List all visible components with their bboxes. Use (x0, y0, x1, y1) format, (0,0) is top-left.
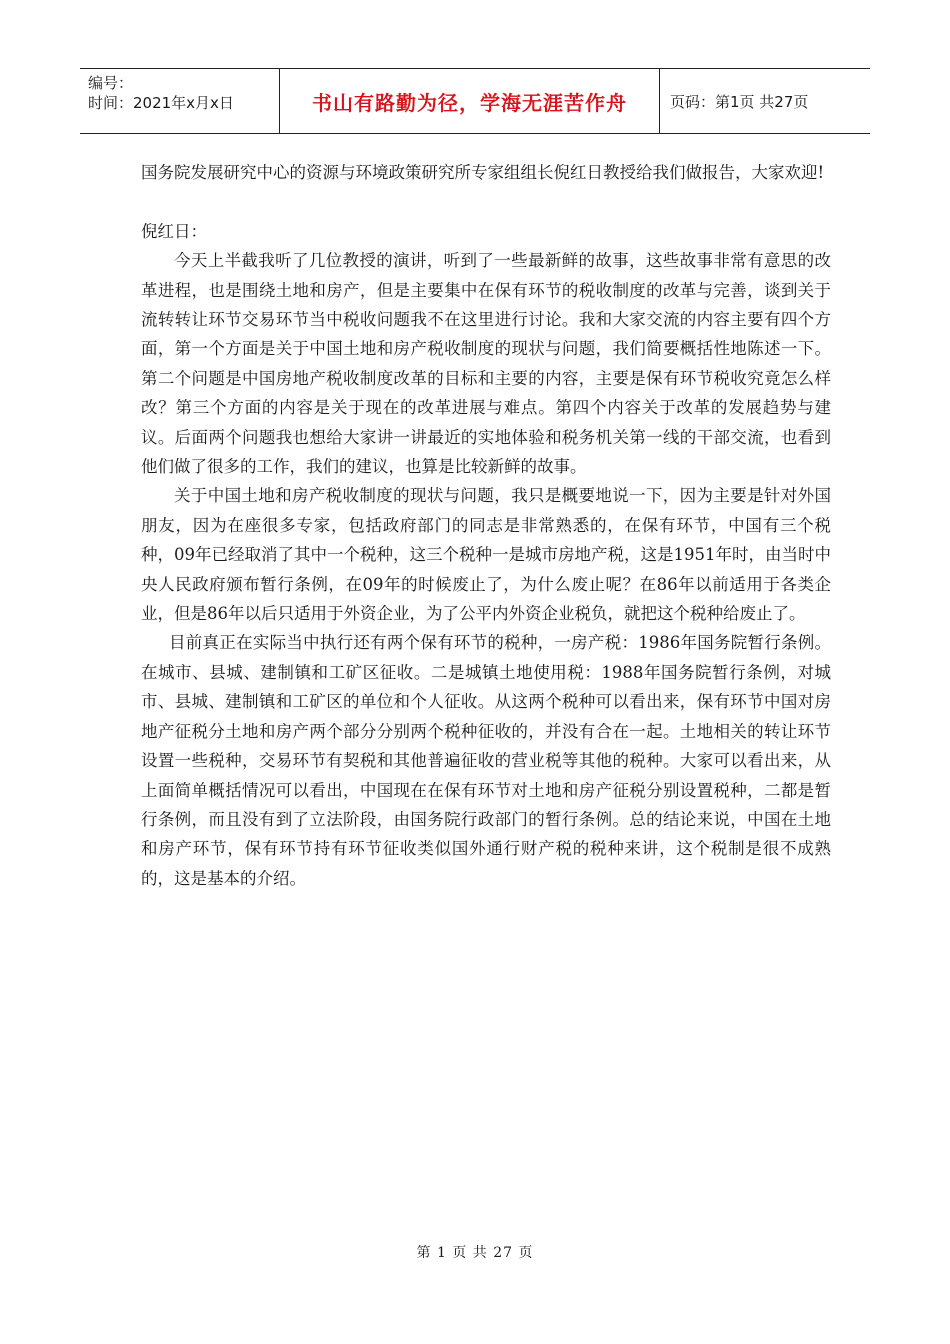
document-header (80, 68, 870, 134)
document-body (141, 158, 831, 893)
speaker-label: 倪红日： (141, 221, 207, 241)
body-paragraph: 关于中国土地和房产税收制度的现状与问题，我只是概要地说一下，因为主要是针对外国朋友，因为在座很多专家，包括政府部门的同志是非常熟悉的，在保有环节，中国有三个税种，09年已经取消了其中一个税种，这三个税种一是城市房地产税，这是1951年时，由当时中央人民政府颁布暂行条例，在09年的时候废止了，为什么废止呢？在86年以前适用于各类企业，但是86年以后只适用于外资企业，为了公平内外资企业税负，就把这个税种给废止了。 (141, 486, 831, 624)
header-meta (80, 69, 280, 133)
intro-paragraph: 国务院发展研究中心的资源与环境政策研究所专家组组长倪红日教授给我们做报告，大家欢迎! (141, 163, 825, 182)
body-paragraph: 目前真正在实际当中执行还有两个保有环节的税种，一房产税：1986年国务院暂行条例。在城市、县城、建制镇和工矿区征收。二是城镇土地使用税：1988年国务院暂行条例，对城市、县城、建制镇和工矿区的单位和个人征收。从这两个税种可以看出来，保有环节中国对房地产征税分土地和房产两个部分分别两个税种征收的，并没有合在一起。土地相关的转让环节设置一些税种，交易环节有契税和其他普遍征收的营业税等其他的税种。大家可以看出来，从上面简单概括情况可以看出，中国现在在保有环节对土地和房产征税分别设置税种，二都是暂行条例，而且没有到了立法阶段，由国务院行政部门的暂行条例。总的结论来说，中国在土地和房产环节，保有环节持有环节征收类似国外通行财产税的税种来讲，这个税制是很不成熟的，这是基本的介绍。 (141, 633, 831, 888)
document-date: 时间：2021年x月x日 (88, 94, 234, 112)
document-number-label: 编号： (88, 74, 134, 92)
header-page-info: 页码：第1页 共27页 (670, 92, 809, 111)
header-motto: 书山有路勤为径，学海无涯苦作舟 (280, 69, 660, 133)
body-paragraph: 今天上半截我听了几位教授的演讲，听到了一些最新鲜的故事，这些故事非常有意思的改革进程，也是围绕土地和房产，但是主要集中在保有环节的税收制度的改革与完善，谈到关于流转转让环节交易环节当中税收问题我不在这里进行讨论。我和大家交流的内容主要有四个方面，第一个方面是关于中国土地和房产税收制度的现状与问题，我们简要概括性地陈述一下。第二个问题是中国房地产税收制度改革的目标和主要的内容，主要是保有环节税收究竟怎么样改？第三个方面的内容是关于现在的改革进展与难点。第四个内容关于改革的发展趋势与建议。后面两个问题我也想给大家讲一讲最近的实地体验和税务机关第一线的干部交流，也看到他们做了很多的工作，我们的建议，也算是比较新鲜的故事。 (141, 251, 831, 477)
page-footer: 第 1 页 共 27 页 (416, 1245, 534, 1261)
